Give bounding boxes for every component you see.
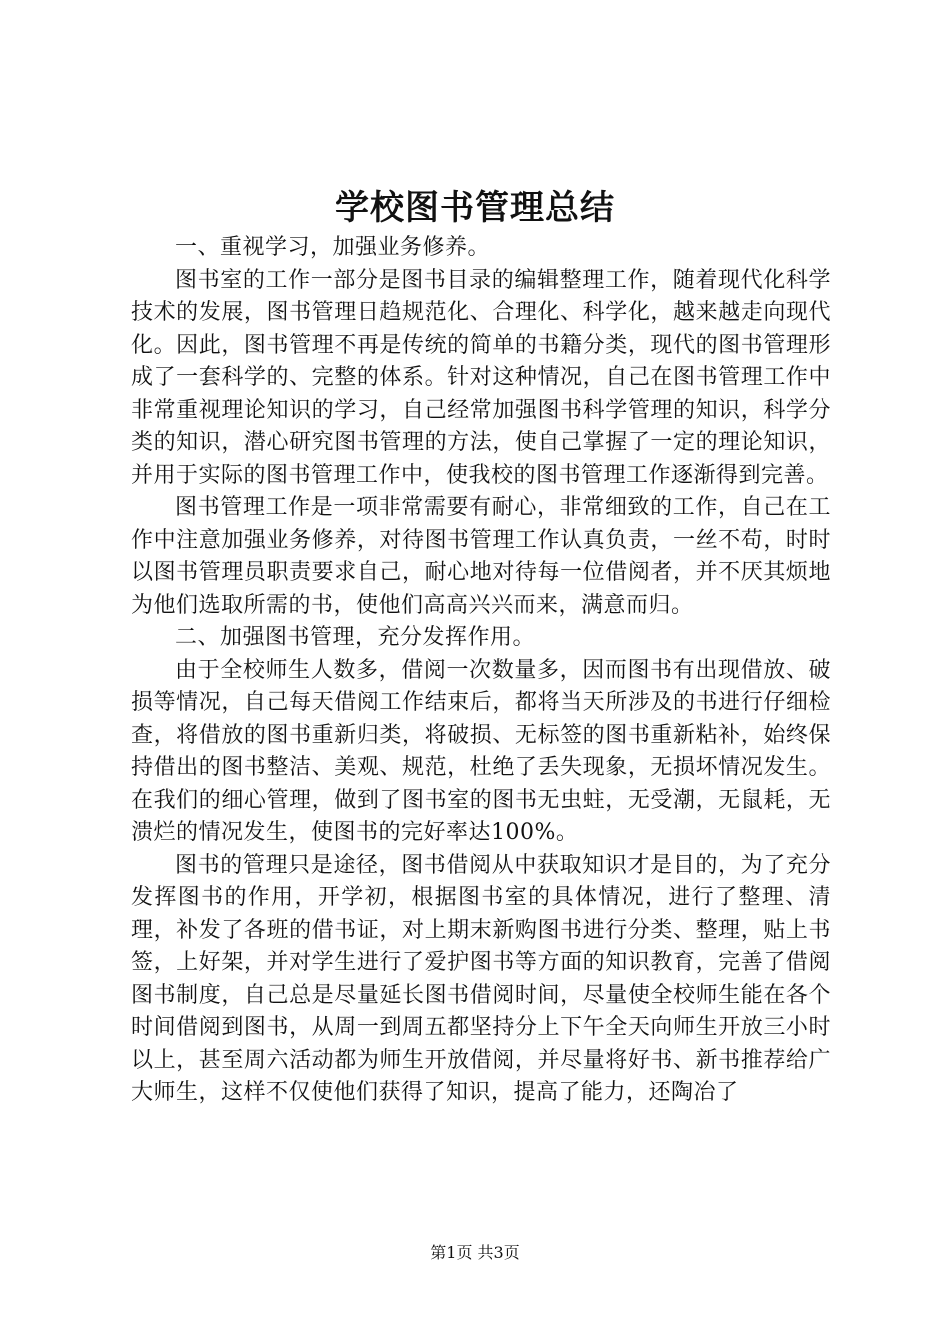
page-footer: 第1页 共3页: [430, 1243, 520, 1262]
paragraph: 图书室的工作一部分是图书目录的编辑整理工作，随着现代化科学技术的发展，图书管理日趋规范化、合理化、科学化，越来越走向现代化。因此，图书管理不再是传统的简单的书籍分类，现代的图书管理形成了一套科学的、完整的体系。针对这种情况，自己在图书管理工作中非常重视理论知识的学习，自己经常加强图书科学管理的知识，科学分类的知识，潜心研究图书管理的方法，使自己掌握了一定的理论知识，并用于实际的图书管理工作中，使我校的图书管理工作逐渐得到完善。: [131, 267, 831, 488]
paragraph: 图书管理工作是一项非常需要有耐心，非常细致的工作，自己在工作中注意加强业务修养，对待图书管理工作认真负责，一丝不苟，时时以图书管理员职责要求自己，耐心地对待每一位借阅者，并不厌其烦地为他们选取所需的书，使他们高高兴兴而来，满意而归。: [131, 495, 831, 618]
document-body: [131, 232, 831, 1110]
document-title: 学校图书管理总结: [335, 188, 615, 228]
section-heading-2: 二、加强图书管理，充分发挥作用。: [175, 625, 536, 650]
section-heading-1: 一、重视学习，加强业务修养。: [175, 235, 491, 260]
paragraph: 由于全校师生人数多，借阅一次数量多，因而图书有出现借放、破损等情况，自己每天借阅工作结束后，都将当天所涉及的书进行仔细检查，将借放的图书重新归类，将破损、无标签的图书重新粘补，始终保持借出的图书整洁、美观、规范，杜绝了丢失现象，无损坏情况发生。在我们的细心管理，做到了图书室的图书无虫蛀，无受潮，无鼠耗，无溃烂的情况发生，使图书的完好率达100%。: [131, 657, 831, 845]
paragraph: 图书的管理只是途径，图书借阅从中获取知识才是目的，为了充分发挥图书的作用，开学初，根据图书室的具体情况，进行了整理、清理，补发了各班的借书证，对上期末新购图书进行分类、整理，贴上书签，上好架，并对学生进行了爱护图书等方面的知识教育，完善了借阅图书制度，自己总是尽量延长图书借阅时间，尽量使全校师生能在各个时间借阅到图书，从周一到周五都坚持分上下午全天向师生开放三小时以上，甚至周六活动都为师生开放借阅，并尽量将好书、新书推荐给广大师生，这样不仅使他们获得了知识，提高了能力，还陶冶了: [131, 852, 831, 1105]
